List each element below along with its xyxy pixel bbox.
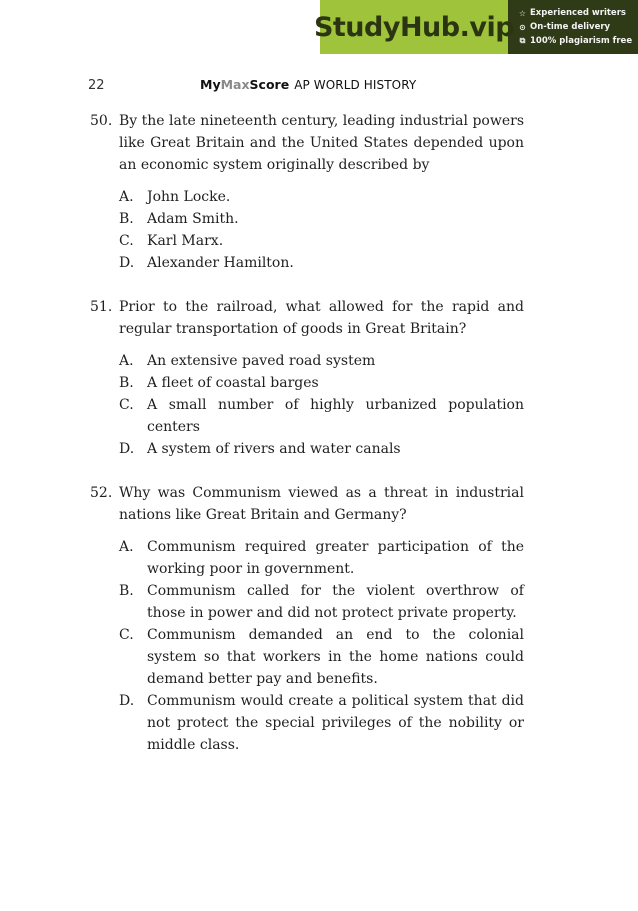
question-52 xyxy=(90,482,524,756)
ad-banner[interactable] xyxy=(313,0,638,54)
choice-text: A system of rivers and water canals xyxy=(147,441,401,457)
choice-letter: B. xyxy=(119,583,134,599)
choice-text: Adam Smith. xyxy=(147,211,239,227)
choice-text: Alexander Hamilton. xyxy=(147,255,294,271)
answer-choice xyxy=(119,438,524,460)
question-number: 52. xyxy=(90,485,113,501)
question-number: 51. xyxy=(90,299,113,315)
feature-label: On-time delivery xyxy=(530,22,611,32)
answer-choices xyxy=(90,350,524,460)
subject-title: AP WORLD HISTORY xyxy=(294,78,417,92)
page-header xyxy=(88,77,578,93)
studyhub-logo[interactable]: StudyHub.vip xyxy=(320,0,508,54)
question-stem xyxy=(90,110,524,176)
question-text: Why was Communism viewed as a threat in industrial nations like Great Britain and Germany? xyxy=(119,485,524,523)
choice-letter: A. xyxy=(119,353,134,369)
choice-text: A small number of highly urbanized population centers xyxy=(147,397,524,435)
answer-choice xyxy=(119,536,524,580)
choice-letter: C. xyxy=(119,627,134,643)
answer-choice xyxy=(119,230,524,252)
choice-letter: D. xyxy=(119,255,135,271)
brand-score: Score xyxy=(249,77,290,92)
choice-text: An extensive paved road system xyxy=(147,353,376,369)
question-50 xyxy=(90,110,524,274)
feature-item xyxy=(518,36,638,46)
answer-choices xyxy=(90,186,524,274)
feature-label: Experienced writers xyxy=(530,8,626,18)
banner-features xyxy=(508,8,638,46)
choice-text: Communism would create a political system that did not protect the special privileges of the nobility or middle class. xyxy=(147,693,524,753)
question-51 xyxy=(90,296,524,460)
question-list xyxy=(90,110,524,778)
clock-icon: ⊙ xyxy=(519,22,526,32)
choice-text: Karl Marx. xyxy=(147,233,224,249)
choice-text: Communism demanded an end to the colonial system so that workers in the home nations could demand better pay and benefits. xyxy=(147,627,524,687)
choice-letter: C. xyxy=(119,397,134,413)
answer-choice xyxy=(119,252,524,274)
choice-letter: B. xyxy=(119,375,134,391)
question-number: 50. xyxy=(90,113,113,129)
answer-choice xyxy=(119,624,524,690)
copy-icon: ⧉ xyxy=(519,36,526,45)
question-text: By the late nineteenth century, leading industrial powers like Great Britain and the United States depended upon an economic system originally described by xyxy=(119,113,524,173)
choice-letter: A. xyxy=(119,189,134,205)
brand-max: Max xyxy=(220,77,250,92)
feature-item xyxy=(518,8,638,18)
choice-letter: D. xyxy=(119,441,135,457)
question-text: Prior to the railroad, what allowed for the rapid and regular transportation of goods in Great Britain? xyxy=(119,299,524,337)
brand-my: My xyxy=(200,77,221,92)
answer-choice xyxy=(119,208,524,230)
feature-label: 100% plagiarism free xyxy=(530,36,633,46)
answer-choice xyxy=(119,690,524,756)
series-title xyxy=(200,77,416,92)
choice-letter: D. xyxy=(119,693,135,709)
answer-choices xyxy=(90,536,524,756)
answer-choice xyxy=(119,580,524,624)
choice-letter: A. xyxy=(119,539,134,555)
answer-choice xyxy=(119,372,524,394)
question-stem xyxy=(90,482,524,526)
answer-choice xyxy=(119,394,524,438)
answer-choice xyxy=(119,186,524,208)
choice-text: Communism required greater participation of the working poor in government. xyxy=(147,539,524,577)
question-stem xyxy=(90,296,524,340)
choice-letter: C. xyxy=(119,233,134,249)
choice-letter: B. xyxy=(119,211,134,227)
choice-text: John Locke. xyxy=(147,189,231,205)
answer-choice xyxy=(119,350,524,372)
star-icon: ☆ xyxy=(518,8,527,18)
page-number: 22 xyxy=(88,78,105,93)
choice-text: A fleet of coastal barges xyxy=(147,375,319,391)
choice-text: Communism called for the violent overthrow of those in power and did not protect private property. xyxy=(147,583,524,621)
feature-item xyxy=(518,22,638,32)
